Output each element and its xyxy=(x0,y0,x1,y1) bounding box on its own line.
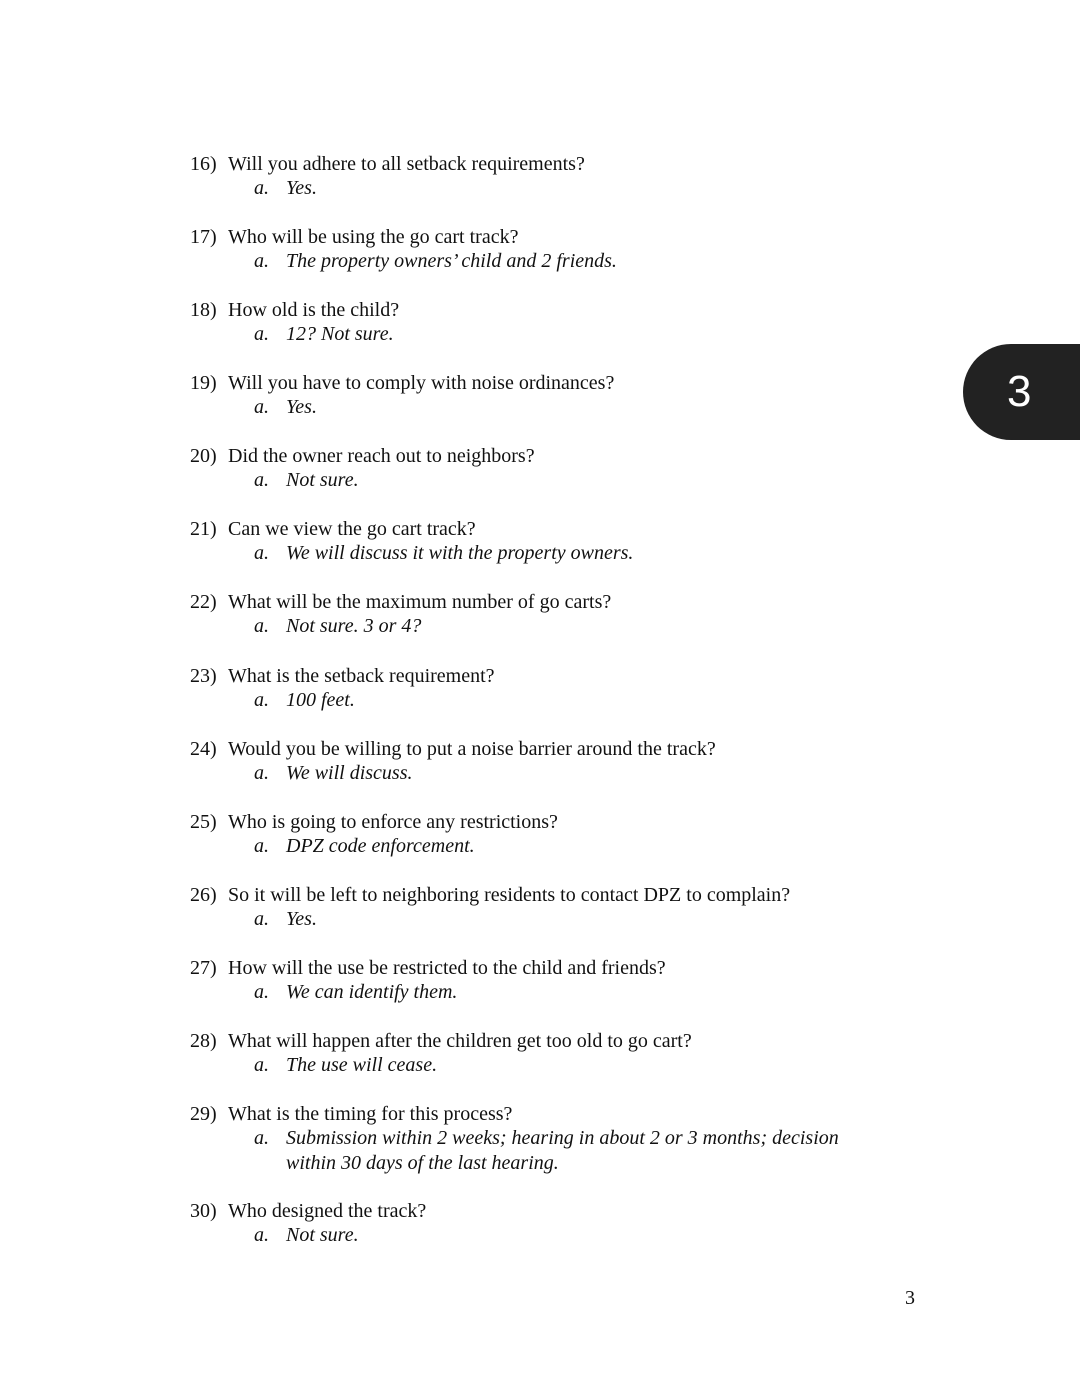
answer-text: Not sure. 3 or 4? xyxy=(286,615,422,637)
answer-marker: a. xyxy=(254,908,269,930)
answer-text: DPZ code enforcement. xyxy=(286,835,475,857)
qa-item-26 xyxy=(190,883,910,932)
question-text: Who will be using the go cart track? xyxy=(228,226,519,248)
question-text: Did the owner reach out to neighbors? xyxy=(228,445,535,467)
answer-marker: a. xyxy=(254,615,269,637)
answer-marker: a. xyxy=(254,1224,269,1246)
answer-marker: a. xyxy=(254,762,269,784)
answer-marker: a. xyxy=(254,1054,269,1076)
answer xyxy=(254,614,886,639)
question-number: 21) xyxy=(190,518,217,540)
question xyxy=(190,371,910,395)
question-number: 24) xyxy=(190,738,217,760)
qa-item-30 xyxy=(190,1199,910,1248)
question-number: 26) xyxy=(190,884,217,906)
answer xyxy=(254,249,886,274)
answer xyxy=(254,176,886,201)
question-text: What is the timing for this process? xyxy=(228,1103,513,1125)
question-number: 22) xyxy=(190,591,217,613)
answer-marker: a. xyxy=(254,1127,269,1149)
question xyxy=(190,444,910,468)
answer xyxy=(254,395,886,420)
question-text: Who designed the track? xyxy=(228,1200,427,1222)
question xyxy=(190,1029,910,1053)
question-number: 17) xyxy=(190,226,217,248)
qa-item-27 xyxy=(190,956,910,1005)
qa-item-29 xyxy=(190,1102,910,1176)
answer-text: The property owners’ child and 2 friends. xyxy=(286,250,617,272)
answer-marker: a. xyxy=(254,177,269,199)
question xyxy=(190,298,910,322)
question-number: 20) xyxy=(190,445,217,467)
section-tab-label: 3 xyxy=(1007,367,1032,416)
answer-text: We will discuss it with the property owners. xyxy=(286,542,634,564)
question-number: 16) xyxy=(190,153,217,175)
answer-marker: a. xyxy=(254,689,269,711)
answer xyxy=(254,1126,886,1176)
answer-text: We can identify them. xyxy=(286,981,458,1003)
answer-marker: a. xyxy=(254,542,269,564)
answer-text: Yes. xyxy=(286,908,317,930)
question xyxy=(190,1199,910,1223)
answer xyxy=(254,834,886,859)
answer-marker: a. xyxy=(254,396,269,418)
answer-text: Not sure. xyxy=(286,1224,359,1246)
question xyxy=(190,810,910,834)
answer xyxy=(254,541,886,566)
question-text: How old is the child? xyxy=(228,299,400,321)
question-text: Will you adhere to all setback requirements? xyxy=(228,153,585,175)
answer-text: Submission within 2 weeks; hearing in about 2 or 3 months; decision within 30 days of the last hearing. xyxy=(286,1127,839,1174)
qa-item-23 xyxy=(190,664,910,713)
qa-item-17 xyxy=(190,225,910,274)
question xyxy=(190,590,910,614)
question-number: 19) xyxy=(190,372,217,394)
answer-text: Yes. xyxy=(286,177,317,199)
answer xyxy=(254,907,886,932)
page-number: 3 xyxy=(905,1287,915,1309)
answer-text: Yes. xyxy=(286,396,317,418)
question xyxy=(190,1102,910,1126)
qa-item-18 xyxy=(190,298,910,347)
answer-text: 100 feet. xyxy=(286,689,355,711)
question xyxy=(190,225,910,249)
question-text: What will happen after the children get too old to go cart? xyxy=(228,1030,692,1052)
answer-marker: a. xyxy=(254,323,269,345)
question xyxy=(190,152,910,176)
question-number: 23) xyxy=(190,665,217,687)
question-text: Can we view the go cart track? xyxy=(228,518,476,540)
question-text: Who is going to enforce any restrictions? xyxy=(228,811,558,833)
answer xyxy=(254,322,886,347)
qa-item-19 xyxy=(190,371,910,420)
question xyxy=(190,517,910,541)
answer-text: We will discuss. xyxy=(286,762,413,784)
answer-marker: a. xyxy=(254,835,269,857)
qa-item-16 xyxy=(190,152,910,201)
answer xyxy=(254,761,886,786)
question-number: 18) xyxy=(190,299,217,321)
question-text: What will be the maximum number of go carts? xyxy=(228,591,612,613)
answer-marker: a. xyxy=(254,250,269,272)
qa-item-24 xyxy=(190,737,910,786)
question-number: 28) xyxy=(190,1030,217,1052)
answer-marker: a. xyxy=(254,981,269,1003)
answer xyxy=(254,468,886,493)
answer xyxy=(254,1223,886,1248)
question xyxy=(190,737,910,761)
section-tab xyxy=(963,344,1080,440)
question xyxy=(190,956,910,980)
qa-item-20 xyxy=(190,444,910,493)
question-number: 27) xyxy=(190,957,217,979)
qa-item-28 xyxy=(190,1029,910,1078)
qa-item-25 xyxy=(190,810,910,859)
answer-text: The use will cease. xyxy=(286,1054,438,1076)
question-text: Will you have to comply with noise ordinances? xyxy=(228,372,615,394)
question-text: What is the setback requirement? xyxy=(228,665,495,687)
answer xyxy=(254,688,886,713)
question-number: 25) xyxy=(190,811,217,833)
answer xyxy=(254,980,886,1005)
question-number: 29) xyxy=(190,1103,217,1125)
question-text: So it will be left to neighboring residents to contact DPZ to complain? xyxy=(228,884,791,906)
question xyxy=(190,883,910,907)
question-number: 30) xyxy=(190,1200,217,1222)
qa-item-22 xyxy=(190,590,910,639)
answer-marker: a. xyxy=(254,469,269,491)
question-text: How will the use be restricted to the child and friends? xyxy=(228,957,666,979)
answer-text: Not sure. xyxy=(286,469,359,491)
question xyxy=(190,664,910,688)
answer xyxy=(254,1053,886,1078)
answer-text: 12? Not sure. xyxy=(286,323,394,345)
question-text: Would you be willing to put a noise barrier around the track? xyxy=(228,738,716,760)
qa-item-21 xyxy=(190,517,910,566)
